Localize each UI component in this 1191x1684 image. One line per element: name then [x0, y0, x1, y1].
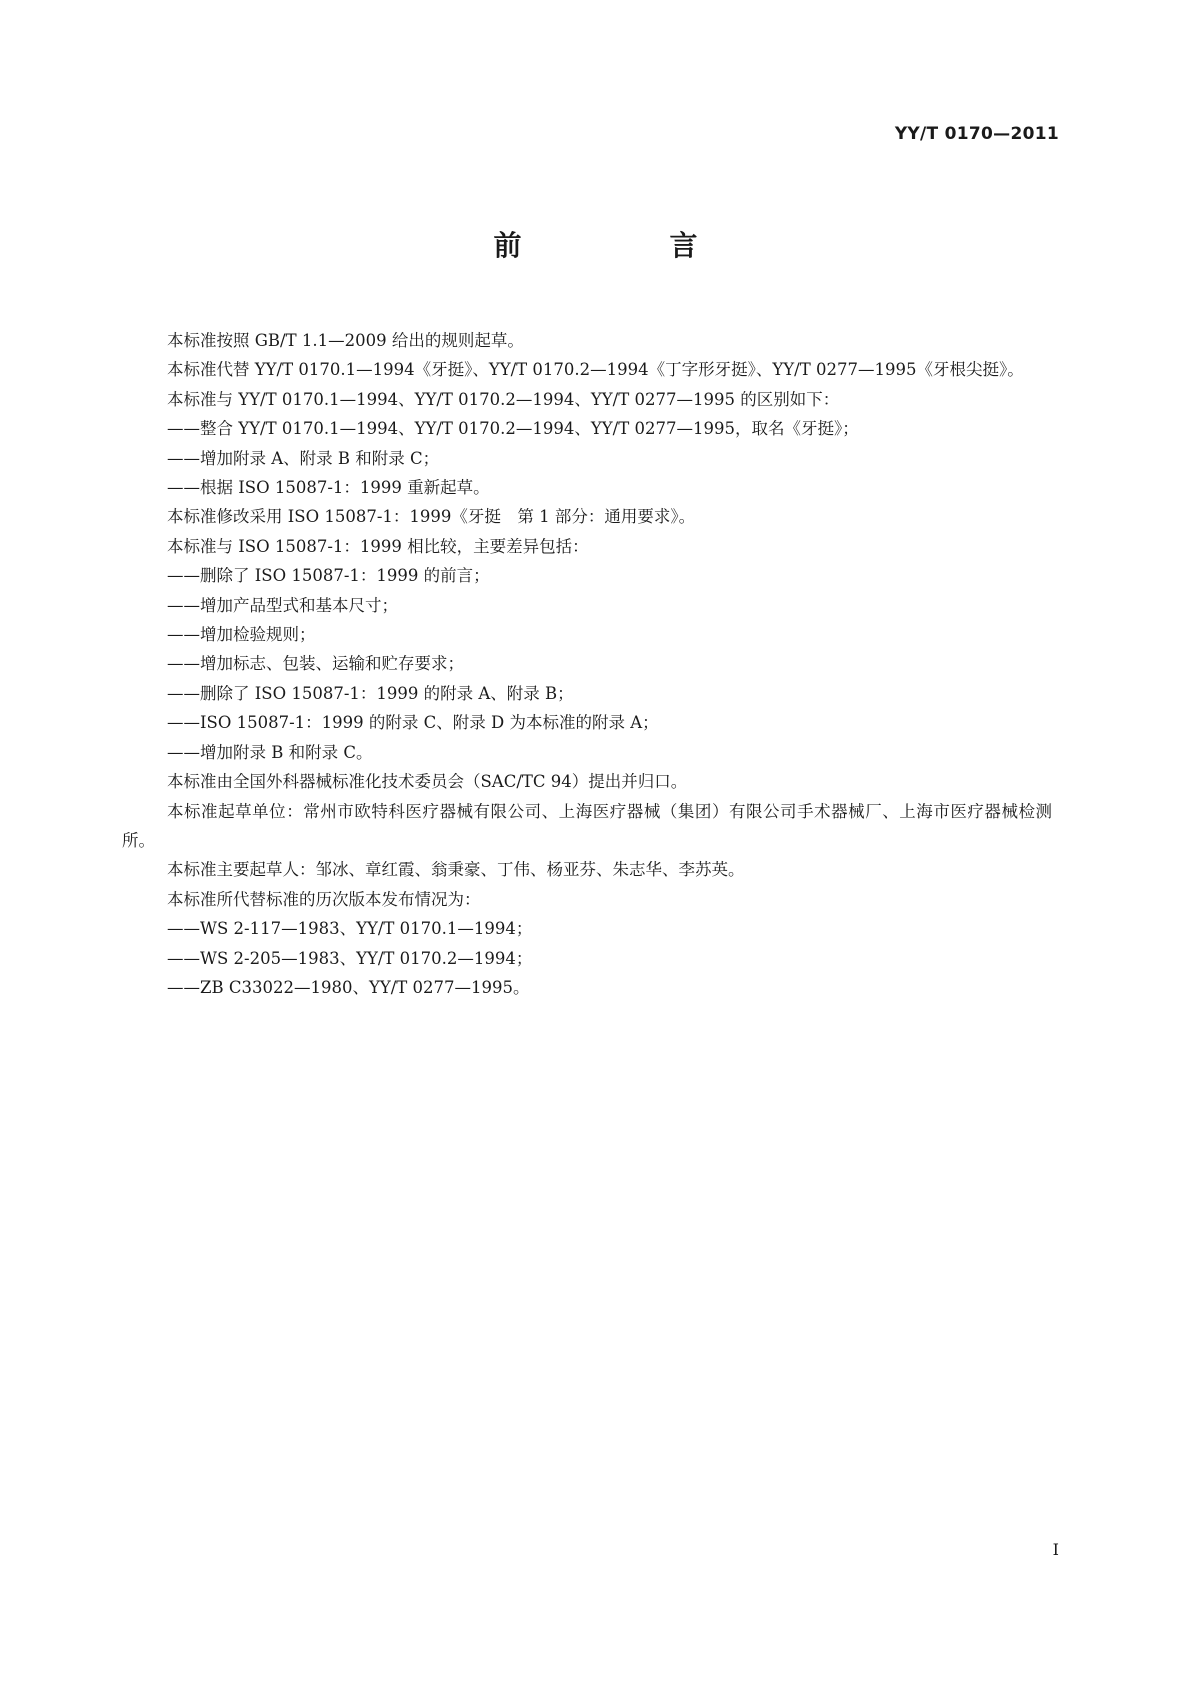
list-item: ——增加标志、包装、运输和贮存要求；	[167, 654, 464, 674]
paragraph-drafters: 本标准主要起草人：邹冰、章红霞、翁秉豪、丁伟、杨亚芬、朱志华、李苏英。	[167, 860, 745, 880]
paragraph-replaces: 本标准代替 YY/T 0170.1—1994《牙挺》、YY/T 0170.2—1994《丁字形牙挺》、YY/T 0277—1995《牙根尖挺》。	[167, 360, 1024, 380]
list-item: ——增加产品型式和基本尺寸；	[167, 595, 398, 615]
list-item: ——ISO 15087-1：1999 的附录 C、附录 D 为本标准的附录 A；	[167, 713, 659, 733]
list-item: ——整合 YY/T 0170.1—1994、YY/T 0170.2—1994、YY/T 0277—1995，取名《牙挺》；	[167, 419, 859, 439]
page-number: I	[1052, 1540, 1059, 1559]
paragraph-history-intro: 本标准所代替标准的历次版本发布情况为：	[167, 889, 481, 909]
list-item: ——根据 ISO 15087-1：1999 重新起草。	[167, 478, 490, 498]
list-item: ——WS 2-205—1983、YY/T 0170.2—1994；	[167, 948, 533, 968]
paragraph-iso-differences-intro: 本标准与 ISO 15087-1：1999 相比较，主要差异包括：	[167, 536, 589, 556]
list-item: ——删除了 ISO 15087-1：1999 的前言；	[167, 566, 490, 586]
standard-code: YY/T 0170—2011	[894, 124, 1059, 144]
list-item: ——增加附录 B 和附录 C。	[167, 742, 373, 762]
page-title: 前 言	[493, 229, 758, 262]
list-item: ——WS 2-117—1983、YY/T 0170.1—1994；	[167, 919, 533, 939]
paragraph-drafting-units: 本标准起草单位：常州市欧特科医疗器械有限公司、上海医疗器械（集团）有限公司手术器械厂、上海市医疗器械检测所。	[122, 801, 1052, 850]
paragraph-drafting-rules: 本标准按照 GB/T 1.1—2009 给出的规则起草。	[167, 331, 524, 350]
list-item: ——增加检验规则；	[167, 625, 316, 645]
list-item: ——删除了 ISO 15087-1：1999 的附录 A、附录 B；	[167, 683, 574, 703]
paragraph-proposed-by: 本标准由全国外科器械标准化技术委员会（SAC/TC 94）提出并归口。	[167, 772, 688, 792]
list-item: ——ZB C33022—1980、YY/T 0277—1995。	[167, 977, 530, 997]
paragraph-differences-intro: 本标准与 YY/T 0170.1—1994、YY/T 0170.2—1994、YY/T 0277—1995 的区别如下：	[167, 389, 840, 409]
foreword-body	[122, 326, 1052, 1002]
paragraph-adoption: 本标准修改采用 ISO 15087-1：1999《牙挺 第 1 部分：通用要求》。	[167, 507, 696, 527]
list-item: ——增加附录 A、附录 B 和附录 C；	[167, 448, 440, 468]
